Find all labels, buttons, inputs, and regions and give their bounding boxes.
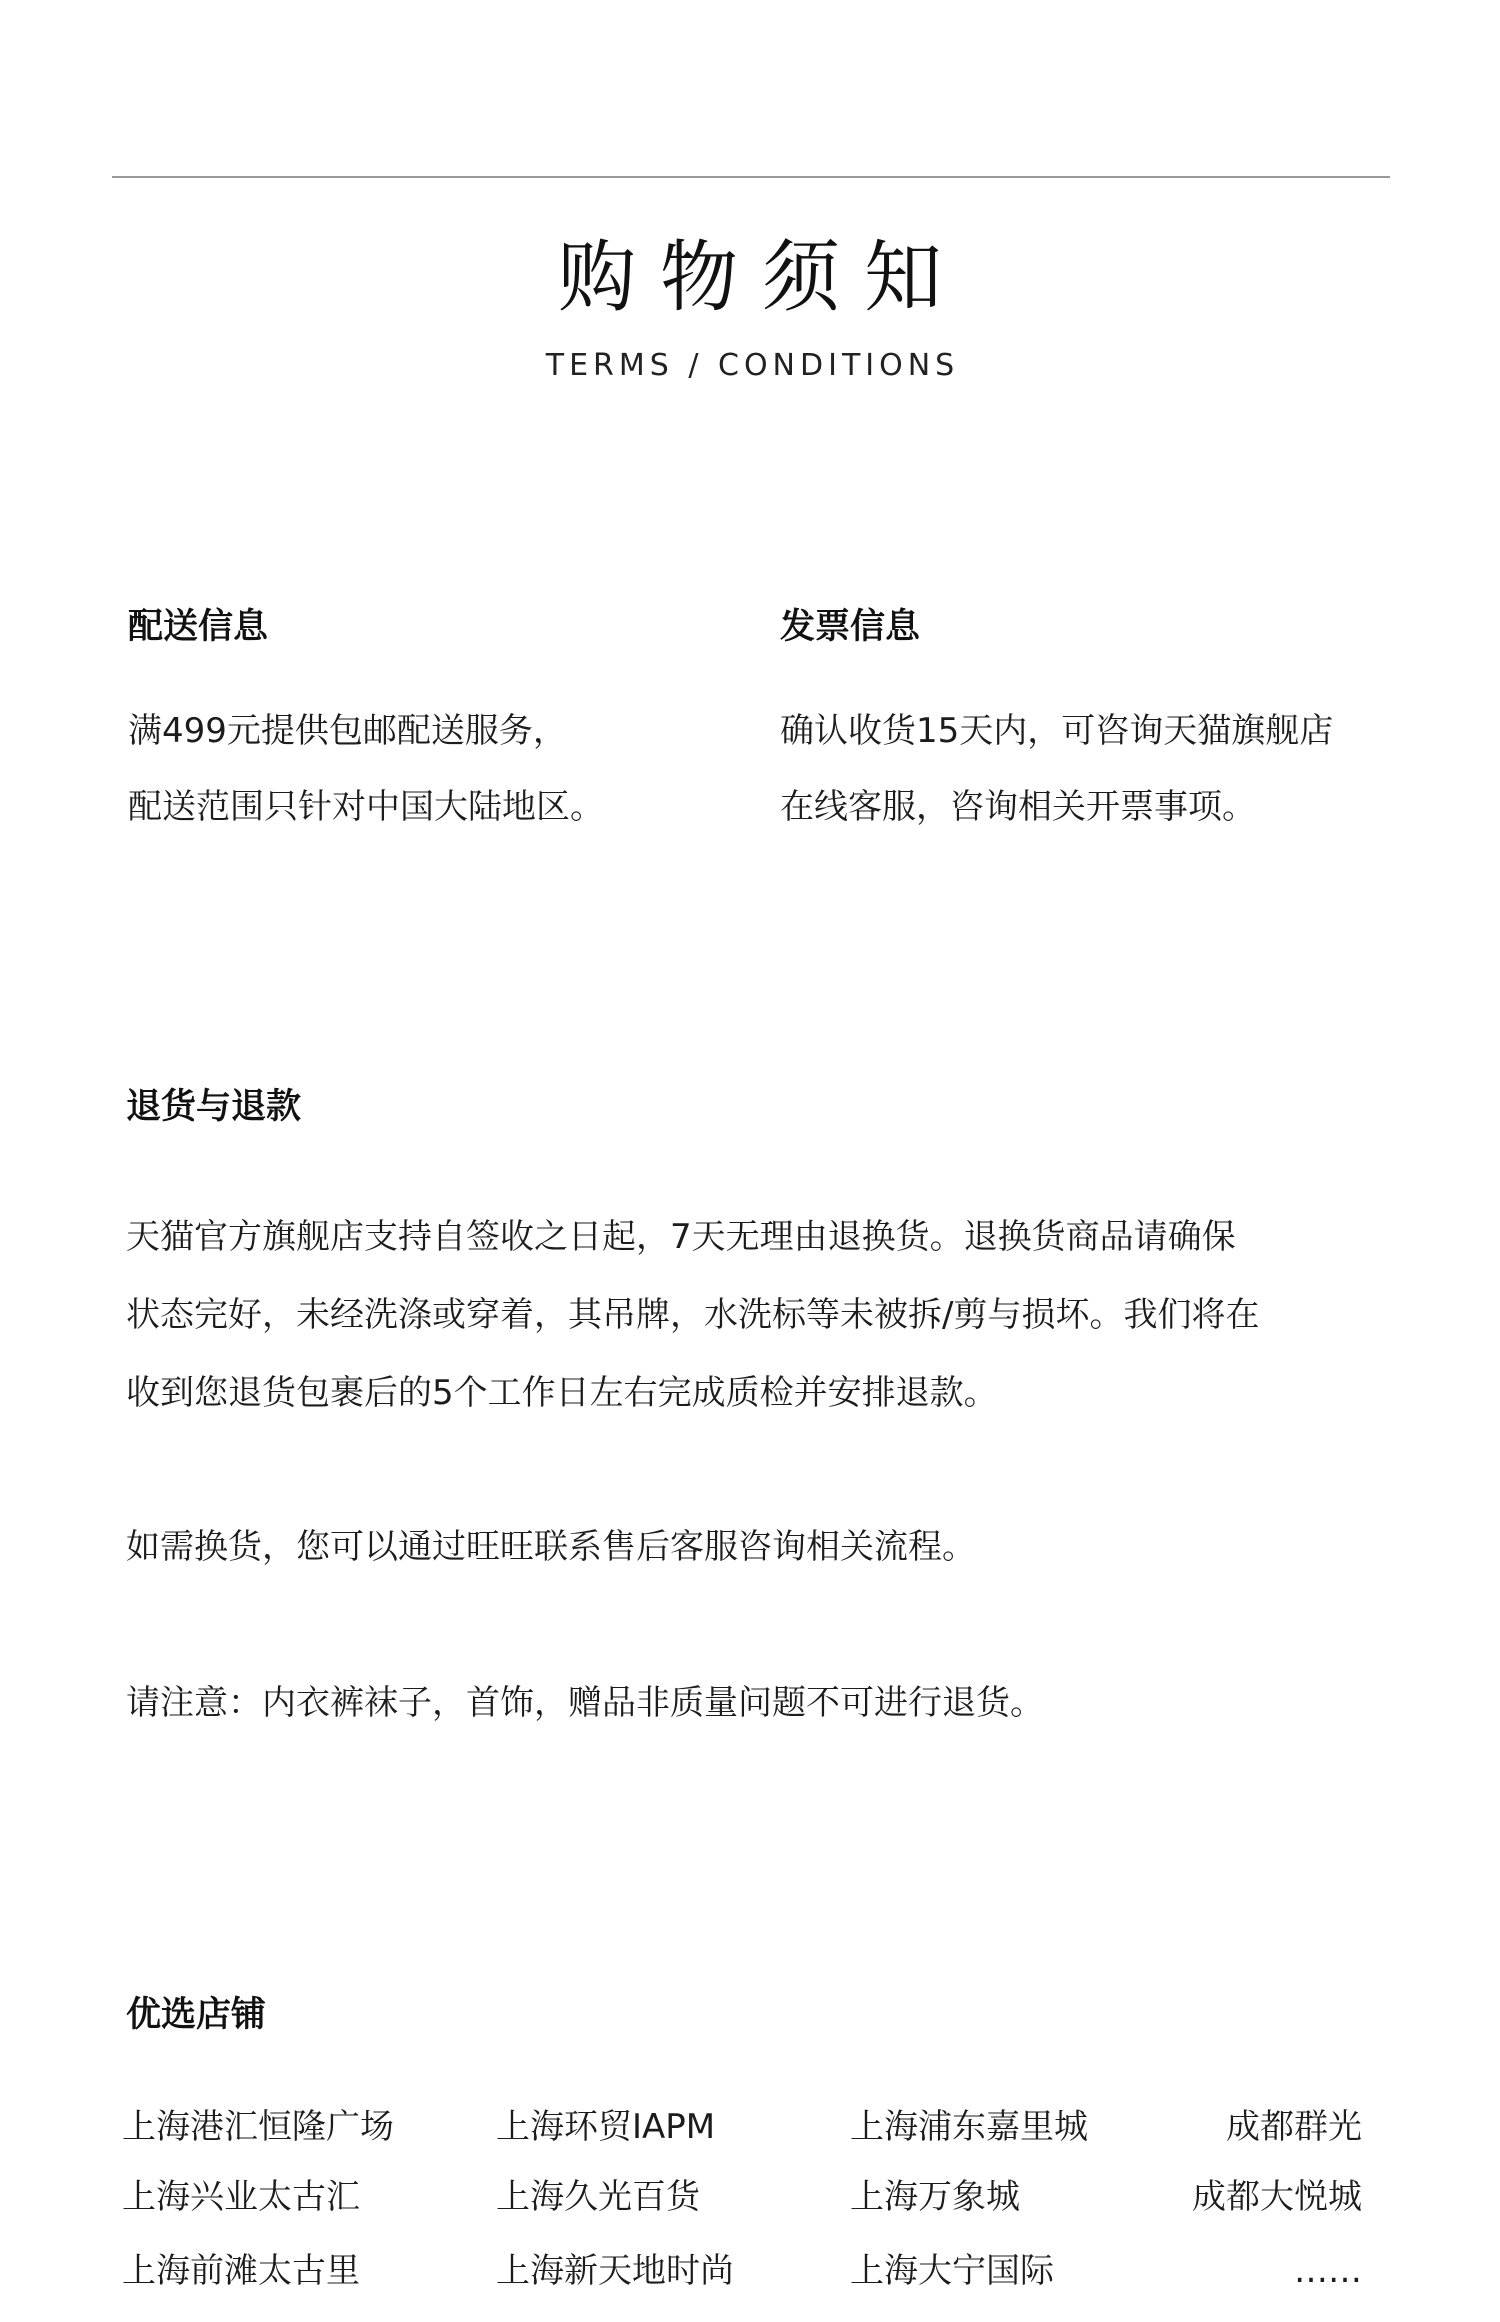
store-item: 上海大宁国际 — [850, 2251, 1054, 2291]
store-item: 上海万象城 — [850, 2177, 1020, 2217]
returns-para1-line-1: 天猫官方旗舰店支持自签收之日起，7天无理由退换货。退换货商品请确保 — [126, 1217, 1236, 1257]
store-item: 上海前滩太古里 — [122, 2251, 360, 2291]
page-subtitle: TERMS / CONDITIONS — [545, 348, 960, 383]
invoice-heading: 发票信息 — [780, 607, 921, 647]
store-item: 上海浦东嘉里城 — [850, 2107, 1088, 2147]
store-item: 上海环贸IAPM — [496, 2107, 716, 2147]
stores-heading: 优选店铺 — [126, 1995, 267, 2035]
delivery-heading: 配送信息 — [128, 607, 269, 647]
store-item: 上海港汇恒隆广场 — [122, 2107, 394, 2147]
store-item: 上海兴业太古汇 — [122, 2177, 360, 2217]
page-title: 购物须知 — [557, 233, 966, 323]
store-item: 上海久光百货 — [496, 2177, 700, 2217]
store-item: 上海新天地时尚 — [496, 2251, 734, 2291]
invoice-line-2: 在线客服，咨询相关开票事项。 — [780, 787, 1256, 827]
delivery-line-1: 满499元提供包邮配送服务， — [128, 711, 567, 751]
top-divider — [112, 176, 1390, 178]
store-item: 成都大悦城 — [1192, 2177, 1362, 2217]
store-item: 成都群光 — [1226, 2107, 1362, 2147]
invoice-line-1: 确认收货15天内，可咨询天猫旗舰店 — [780, 711, 1334, 751]
delivery-line-2: 配送范围只针对中国大陆地区。 — [128, 787, 604, 827]
returns-heading: 退货与退款 — [126, 1087, 302, 1127]
returns-para1-line-3: 收到您退货包裹后的5个工作日左右完成质检并安排退款。 — [126, 1373, 998, 1413]
returns-paragraph-2: 如需换货，您可以通过旺旺联系售后客服咨询相关流程。 — [126, 1527, 976, 1567]
returns-paragraph-3: 请注意：内衣裤袜子，首饰，赠品非质量问题不可进行退货。 — [126, 1683, 1044, 1723]
returns-para1-line-2: 状态完好，未经洗涤或穿着，其吊牌，水洗标等未被拆/剪与损坏。我们将在 — [126, 1295, 1260, 1335]
store-item-ellipsis: …… — [1294, 2251, 1362, 2291]
